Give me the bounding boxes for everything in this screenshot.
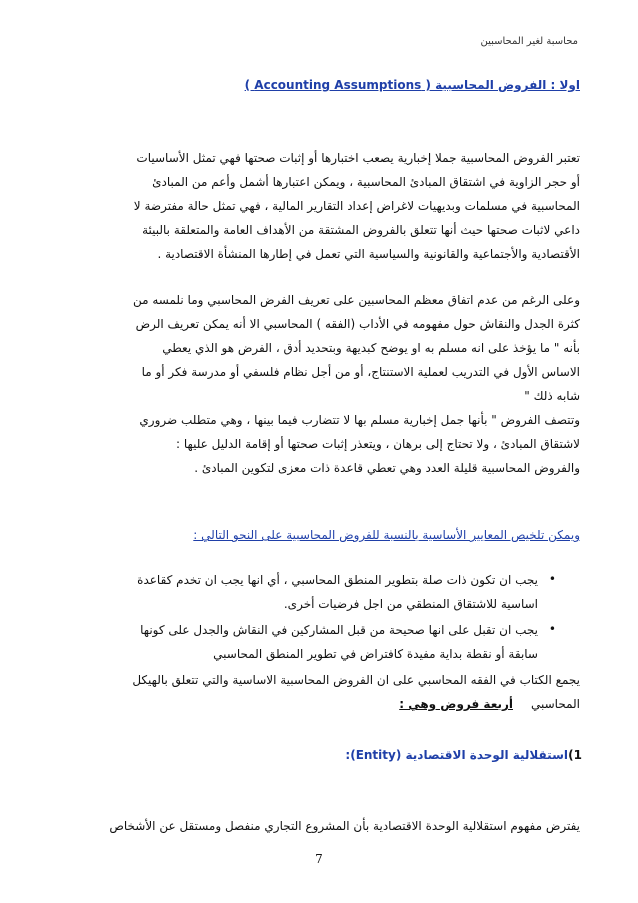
bullet-icon: •	[548, 622, 556, 636]
paragraph1-line: أو حجر الزاوية في اشتقاق المبادئ المحاسبية ، ويمكن اعتبارها أشمل وأعم من المبادئ	[152, 175, 580, 189]
section-title: اولا : الفروض المحاسبية ( Accounting Assumptions )	[244, 78, 580, 92]
paragraph2-line: وتتصف الفروض " بأنها جمل إخبارية مسلم بها لا تتضارب فيما بينها ، وهي متطلب ضروري	[139, 413, 580, 427]
bullet-line: سابقة أو نقطة بداية مفيدة كافتراض في تطوير المنطق المحاسبي	[213, 647, 538, 661]
paragraph3-line: يجمع الكتاب في الفقه المحاسبي على ان الفروض المحاسبية الاساسية والتي تتعلق بالهيكل	[132, 673, 580, 687]
paragraph3-line: المحاسبي	[530, 697, 580, 711]
paragraph2-line: والفروض المحاسبية قليلة العدد وهي تعطي قاعدة ذات معزى لتكوين المبادئ .	[194, 461, 580, 475]
paragraph2-line: شابه ذلك "	[524, 389, 580, 403]
paragraph1-line: المحاسبية في مسلمات وبديهيات لاغراض إعداد التقارير المالية ، فهي تمثل حالة مفترضة لا	[133, 199, 580, 213]
summary-intro: ويمكن تلخيص المعايير الأساسية بالنسبة للفروض المحاسبية على النحو التالي :	[193, 528, 580, 542]
paragraph2-line: بأنه " ما يؤخذ على انه مسلم به او يوضح كبديهة وبتحديد أدق ، الفرض هو الذي يعطي	[162, 341, 580, 355]
paragraph2-line: وعلى الرغم من عدم اتفاق معظم المحاسبين على تعريف الفرض المحاسبي وما نلمسه من	[132, 293, 580, 307]
paragraph2-line: لاشتقاق المبادئ ، ولا تحتاج إلى برهان ، ويتعذر إثبات صحتها أو إقامة الدليل عليها :	[176, 437, 580, 451]
last-line: يفترض مفهوم استقلالية الوحدة الاقتصادية بأن المشروع التجاري منفصل ومستقل عن الأشخاص	[109, 819, 580, 833]
bullet-line: اساسية للاشتقاق المنطقي من اجل فرضيات أخرى.	[283, 597, 538, 611]
bullet-icon: •	[548, 572, 556, 586]
bullet-line: يجب ان تقبل على انها صحيحة من قبل المشاركين في النقاش والجدل على كونها	[140, 623, 538, 637]
paragraph2-line: الاساس الأول في التدريب لعملية الاستنتاج، أو من أجل نظام فلسفي أو مدرسة فكر أو ما	[141, 365, 580, 379]
entity-number: (1	[568, 748, 582, 762]
paragraph1-line: داعي لاثبات صحتها حيث أنها تتعلق بالفروض المشتقة من الأهداف العامة والمتعلقة بالبيئة	[142, 223, 580, 237]
bullet-line: يجب ان تكون ذات صلة بتطوير المنطق المحاسبي ، أي انها يجب ان تخدم كقاعدة	[137, 573, 538, 587]
page-header: محاسبة لغير المحاسبين	[480, 36, 578, 47]
paragraph1-line: تعتبر الفروض المحاسبية جملا إخبارية يصعب اختبارها أو إثبات صحتها فهي تمثل الأساسيات	[136, 151, 580, 165]
four-assumptions: أربعة فروض وهي :	[399, 697, 513, 711]
page-number: 7	[315, 852, 323, 866]
paragraph1-line: الأقتصادية والأجتماعية والقانونية والسياسية التي تعمل في إطارها المنشأة الاقتصادية .	[157, 247, 580, 261]
entity-heading: استقلالية الوحدة الاقتصادية (Entity):	[345, 748, 568, 762]
paragraph2-line: كثرة الجدل والنقاش حول مفهومه في الأداب (الفقه ) المحاسبي الا أنه يمكن تعريف الرض	[135, 317, 580, 331]
